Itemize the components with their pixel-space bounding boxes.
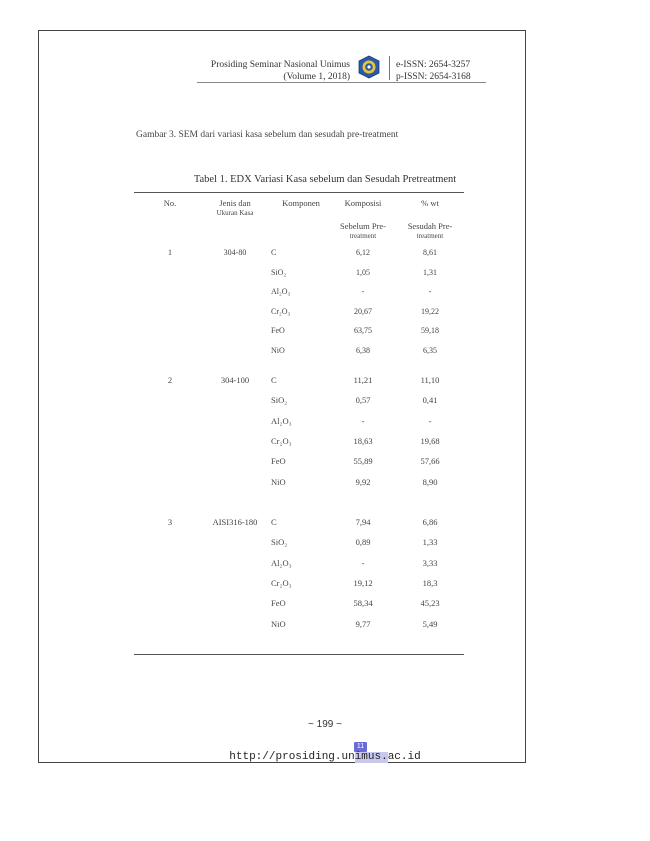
header-sesudah-line2: treatment bbox=[416, 232, 444, 240]
cell-komponen: SiO₂ bbox=[271, 267, 287, 277]
cell-komponen: Al₂O₃ bbox=[271, 415, 292, 426]
cell-sesudah: 6,35 bbox=[423, 345, 437, 355]
header-sebelum bbox=[330, 221, 396, 241]
cell-komponen: SiO₂ bbox=[271, 395, 288, 406]
cell-komponen: C bbox=[271, 517, 277, 527]
cell-komponen: SiO₂ bbox=[271, 537, 288, 548]
cell-sebelum: - bbox=[361, 415, 365, 426]
cell-sesudah: 8,61 bbox=[423, 248, 437, 257]
page-badge: 11 bbox=[354, 742, 367, 752]
cell-komponen: FeO bbox=[271, 598, 286, 609]
cell-sesudah: 19,22 bbox=[421, 306, 439, 316]
cell-jenis: 304-80 bbox=[223, 248, 247, 257]
cell-komponen: Cr₂O₃ bbox=[271, 435, 292, 446]
journal-title bbox=[200, 59, 350, 83]
cell-komponen: Al₂O₃ bbox=[271, 557, 292, 568]
journal-title-line1: Prosiding Seminar Nasional Unimus bbox=[210, 60, 350, 70]
cell-sesudah: 0,41 bbox=[422, 395, 438, 406]
site-url[interactable]: http://prosiding.unimus.ac.id bbox=[229, 751, 421, 763]
cell-komponen: Cr₂O₃ bbox=[271, 577, 292, 588]
cell-no: 2 bbox=[167, 375, 173, 385]
cell-sesudah: 5,49 bbox=[422, 618, 438, 629]
cell-sebelum: 6,38 bbox=[356, 345, 370, 355]
header-sebelum-line1: Sebelum Pre- bbox=[339, 221, 387, 231]
cell-komponen: C bbox=[271, 248, 277, 257]
header-sesudah bbox=[397, 221, 463, 241]
header-komposisi: Komposisi bbox=[344, 198, 382, 208]
table-bottom-rule bbox=[134, 654, 464, 655]
cell-no: 1 bbox=[168, 248, 172, 257]
cell-komponen: NiO bbox=[271, 345, 285, 355]
cell-sesudah: 3,33 bbox=[422, 557, 438, 568]
header-wt: % wt bbox=[421, 198, 439, 208]
pissn: p-ISSN: 2654-3168 bbox=[396, 72, 471, 82]
cell-komponen: FeO bbox=[271, 456, 286, 467]
header-komponen: Komponen bbox=[282, 198, 320, 208]
cell-sesudah: - bbox=[428, 415, 432, 426]
header-jenis-line2: Ukuran Kasa bbox=[216, 209, 254, 217]
cell-sesudah: 45,23 bbox=[420, 598, 440, 609]
cell-sebelum: - bbox=[361, 287, 365, 296]
eissn: e-ISSN: 2654-3257 bbox=[396, 60, 471, 70]
cell-sesudah: 19,68 bbox=[420, 435, 440, 446]
cell-sebelum: 7,94 bbox=[355, 517, 371, 527]
cell-sebelum: 0,57 bbox=[355, 395, 371, 406]
cell-sebelum: 63,75 bbox=[354, 326, 372, 335]
unimus-logo-icon bbox=[357, 55, 381, 79]
header-separator bbox=[389, 56, 390, 80]
header-jenis-line1: Jenis dan bbox=[219, 198, 251, 208]
cell-sesudah: 8,90 bbox=[422, 476, 438, 487]
cell-sebelum: 20,67 bbox=[354, 306, 372, 316]
cell-komponen: NiO bbox=[271, 476, 286, 487]
cell-sebelum: 9,77 bbox=[355, 618, 371, 629]
header-sesudah-line1: Sesudah Pre- bbox=[407, 221, 453, 231]
figure-caption: Gambar 3. SEM dari variasi kasa sebelum dan sesudah pre-treatment bbox=[136, 130, 399, 140]
journal-title-line2: (Volume 1, 2018) bbox=[283, 72, 350, 82]
cell-sebelum: 1,05 bbox=[356, 267, 370, 277]
cell-sebelum: 11,21 bbox=[353, 375, 373, 385]
table-title: Tabel 1. EDX Variasi Kasa sebelum dan Sesudah Pretreatment bbox=[193, 174, 457, 185]
cell-sesudah: 6,86 bbox=[422, 517, 438, 527]
cell-sesudah: 11,10 bbox=[420, 375, 440, 385]
cell-sebelum: 6,12 bbox=[356, 248, 370, 257]
cell-sesudah: 1,31 bbox=[423, 267, 437, 277]
cell-komponen: NiO bbox=[271, 618, 286, 629]
cell-komponen: Cr₂O₃ bbox=[271, 306, 291, 316]
cell-sebelum: 18,63 bbox=[353, 435, 373, 446]
header-rule bbox=[197, 82, 486, 83]
cell-komponen: C bbox=[271, 375, 277, 385]
cell-sesudah: 59,18 bbox=[421, 326, 439, 335]
table-top-rule bbox=[134, 192, 464, 193]
header-sebelum-line2: treatment bbox=[349, 232, 377, 240]
cell-sebelum: 19,12 bbox=[353, 577, 373, 588]
page-number: ~ 199 ~ bbox=[308, 719, 342, 730]
header-no: No. bbox=[163, 198, 177, 208]
header-jenis bbox=[200, 198, 270, 218]
cell-sebelum: 55,89 bbox=[353, 456, 373, 467]
cell-jenis: AISI316-180 bbox=[212, 517, 258, 527]
cell-sesudah: 18,3 bbox=[422, 577, 438, 588]
cell-sesudah: - bbox=[428, 287, 432, 296]
cell-sebelum: 0,89 bbox=[355, 537, 371, 548]
cell-komponen: Al₂O₃ bbox=[271, 287, 291, 296]
cell-komponen: FeO bbox=[271, 326, 285, 335]
cell-sebelum: 9,92 bbox=[355, 476, 371, 487]
cell-sebelum: 58,34 bbox=[353, 598, 373, 609]
cell-no: 3 bbox=[167, 517, 173, 527]
cell-sesudah: 1,33 bbox=[422, 537, 438, 548]
issn-block bbox=[396, 59, 471, 83]
cell-jenis: 304-100 bbox=[220, 375, 250, 385]
cell-sebelum: - bbox=[361, 557, 365, 568]
cell-sesudah: 57,66 bbox=[420, 456, 440, 467]
